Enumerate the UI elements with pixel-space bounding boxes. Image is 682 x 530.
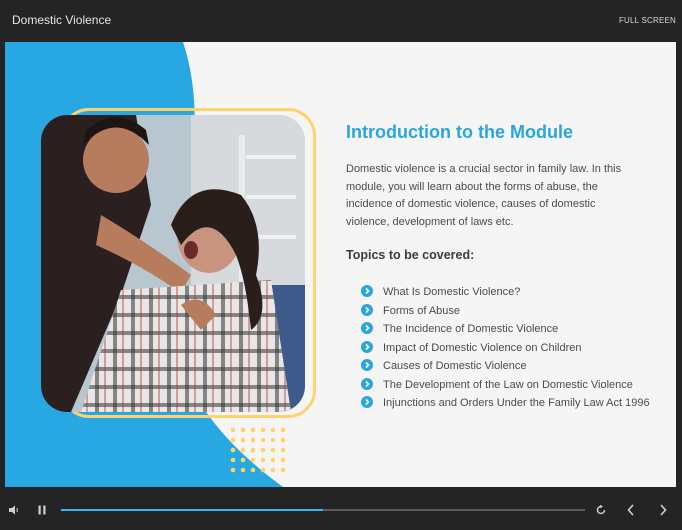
topic-list bbox=[361, 285, 661, 415]
course-title: Domestic Violence bbox=[12, 13, 112, 27]
topic-text: The Incidence of Domestic Violence bbox=[383, 323, 559, 335]
intro-paragraph: Domestic violence is a crucial sector in family law. In this module, you will learn about the forms of abuse, the incidence of domestic violence, causes of domestic violence, development of laws etc. bbox=[346, 163, 622, 228]
chevron-right-icon bbox=[361, 322, 373, 334]
pause-icon[interactable] bbox=[36, 504, 48, 516]
replay-icon[interactable] bbox=[595, 504, 607, 516]
progress-fill bbox=[61, 509, 323, 511]
chevron-right-icon bbox=[361, 396, 373, 408]
chevron-right-icon bbox=[361, 378, 373, 390]
topic-item bbox=[361, 359, 661, 373]
topic-item bbox=[361, 341, 661, 355]
slide bbox=[5, 42, 676, 487]
topic-text: Forms of Abuse bbox=[383, 304, 461, 317]
topic-item bbox=[361, 285, 661, 299]
topic-text: Impact of Domestic Violence on Children bbox=[383, 341, 582, 354]
chevron-right-icon bbox=[361, 285, 373, 297]
topic-text: Injunctions and Orders Under the Family Law Act 1996 bbox=[383, 397, 650, 409]
fullscreen-button[interactable]: FULL SCREEN bbox=[618, 16, 676, 25]
next-icon[interactable] bbox=[657, 503, 669, 517]
slide-heading: Introduction to the Module bbox=[346, 122, 573, 142]
topics-heading: Topics to be covered: bbox=[346, 248, 475, 262]
topic-item bbox=[361, 378, 661, 392]
volume-icon[interactable] bbox=[8, 504, 20, 516]
topic-text: What Is Domestic Violence? bbox=[383, 286, 521, 298]
decorative-dots bbox=[229, 426, 293, 476]
topic-item bbox=[361, 304, 661, 318]
topic-text: The Development of the Law on Domestic Violence bbox=[383, 378, 633, 391]
topic-item bbox=[361, 322, 661, 336]
topic-text: Causes of Domestic Violence bbox=[383, 360, 527, 372]
chevron-right-icon bbox=[361, 359, 373, 371]
topic-item bbox=[361, 396, 661, 410]
chevron-right-icon bbox=[361, 341, 373, 353]
prev-icon[interactable] bbox=[625, 503, 637, 517]
chevron-right-icon bbox=[361, 304, 373, 316]
progress-bar[interactable] bbox=[61, 509, 585, 511]
slide-photo bbox=[41, 115, 305, 412]
top-bar bbox=[0, 0, 682, 42]
